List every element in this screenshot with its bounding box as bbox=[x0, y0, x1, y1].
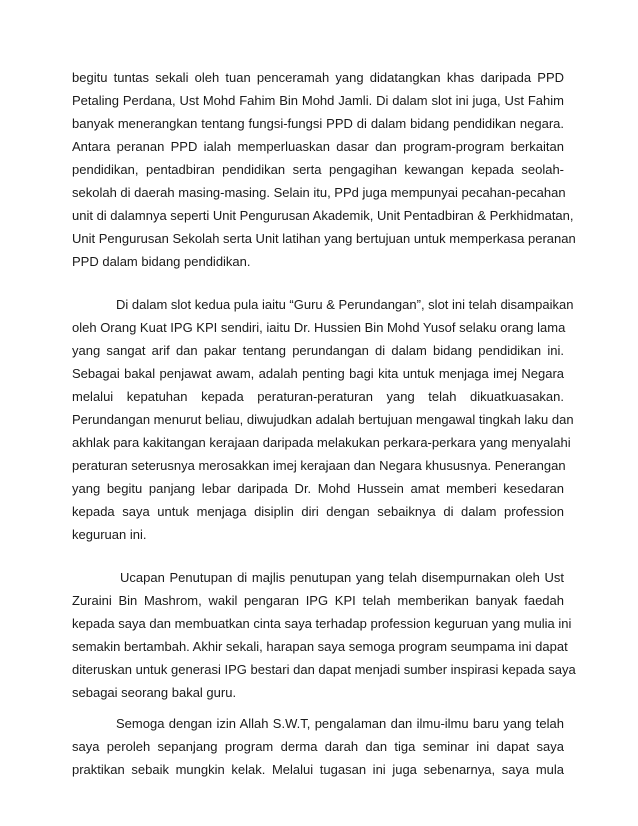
text-line: Sebagai bakal penjawat awam, adalah penting bagi kita untuk menjaga imej Negara bbox=[72, 366, 564, 381]
text-line: Zuraini Bin Mashrom, wakil pengaran IPG KPI telah memberikan banyak faedah bbox=[72, 593, 564, 608]
text-line: oleh Orang Kuat IPG KPI sendiri, iaitu Dr. Hussien Bin Mohd Yusof selaku orang lama bbox=[72, 320, 566, 335]
text-line: kepada saya untuk menjaga disiplin diri dengan sebaiknya di dalam profession bbox=[72, 504, 564, 519]
text-line: diteruskan untuk generasi IPG bestari dan dapat menjadi sumber inspirasi kepada saya bbox=[72, 662, 576, 677]
text-line: Perundangan menurut beliau, diwujudkan adalah bertujuan mengawal tingkah laku dan bbox=[72, 412, 574, 427]
paragraph-spacer bbox=[72, 546, 564, 566]
text-line: pendidikan, pentadbiran pendidikan serta pengagihan kewangan kepada seolah- bbox=[72, 162, 564, 177]
text-line: unit di dalamnya seperti Unit Pengurusan Akademik, Unit Pentadbiran & Perkhidmatan, bbox=[72, 208, 574, 223]
paragraph-ucapan-penutupan bbox=[72, 566, 576, 704]
text-line: melalui kepatuhan kepada peraturan-peraturan yang telah dikuatkuasakan. bbox=[72, 389, 564, 404]
text-line: yang sangat arif dan pakar tentang perundangan di dalam bidang pendidikan ini. bbox=[72, 343, 564, 358]
text-line: PPD dalam bidang pendidikan. bbox=[72, 254, 251, 269]
text-line: begitu tuntas sekali oleh tuan penceramah yang didatangkan khas daripada PPD bbox=[72, 70, 564, 85]
text-line: Di dalam slot kedua pula iaitu “Guru & Perundangan”, slot ini telah disampaikan bbox=[116, 297, 574, 312]
text-line: kepada saya dan membuatkan cinta saya terhadap profession keguruan yang mulia ini bbox=[72, 616, 572, 631]
document-page bbox=[72, 66, 576, 781]
paragraph-spacer bbox=[72, 704, 564, 712]
paragraph-semoga bbox=[72, 712, 564, 781]
text-line: keguruan ini. bbox=[72, 527, 147, 542]
text-line: peraturan seterusnya merosakkan imej kerajaan dan Negara khususnya. Penerangan bbox=[72, 458, 566, 473]
text-line: akhlak para kakitangan kerajaan daripada melakukan perkara-perkara yang menyalahi bbox=[72, 435, 571, 450]
text-line: sebagai seorang bakal guru. bbox=[72, 685, 237, 700]
text-line: Ucapan Penutupan di majlis penutupan yang telah disempurnakan oleh Ust bbox=[120, 570, 564, 585]
text-line: sekolah di daerah masing-masing. Selain itu, PPd juga mempunyai pecahan-pecahan bbox=[72, 185, 566, 200]
paragraph-guru-perundangan bbox=[72, 293, 574, 546]
text-line: Semoga dengan izin Allah S.W.T, pengalaman dan ilmu-ilmu baru yang telah bbox=[116, 716, 564, 731]
paragraph-spacer bbox=[72, 273, 564, 293]
text-line: yang begitu panjang lebar daripada Dr. Mohd Hussein amat memberi kesedaran bbox=[72, 481, 564, 496]
text-line: praktikan sebaik mungkin kelak. Melalui tugasan ini juga sebenarnya, saya mula bbox=[72, 762, 564, 777]
text-line: Antara peranan PPD ialah memperluaskan dasar dan program-program berkaitan bbox=[72, 139, 564, 154]
text-line: Petaling Perdana, Ust Mohd Fahim Bin Mohd Jamli. Di dalam slot ini juga, Ust Fahim bbox=[72, 93, 564, 108]
paragraph-ppd bbox=[72, 66, 576, 273]
text-line: banyak menerangkan tentang fungsi-fungsi PPD di dalam bidang pendidikan negara. bbox=[72, 116, 564, 131]
text-line: semakin bertambah. Akhir sekali, harapan saya semoga program seumpama ini dapat bbox=[72, 639, 568, 654]
text-line: saya peroleh sepanjang program derma darah dan tiga seminar ini dapat saya bbox=[72, 739, 564, 754]
text-line: Unit Pengurusan Sekolah serta Unit latihan yang bertujuan untuk memperkasa peranan bbox=[72, 231, 576, 246]
